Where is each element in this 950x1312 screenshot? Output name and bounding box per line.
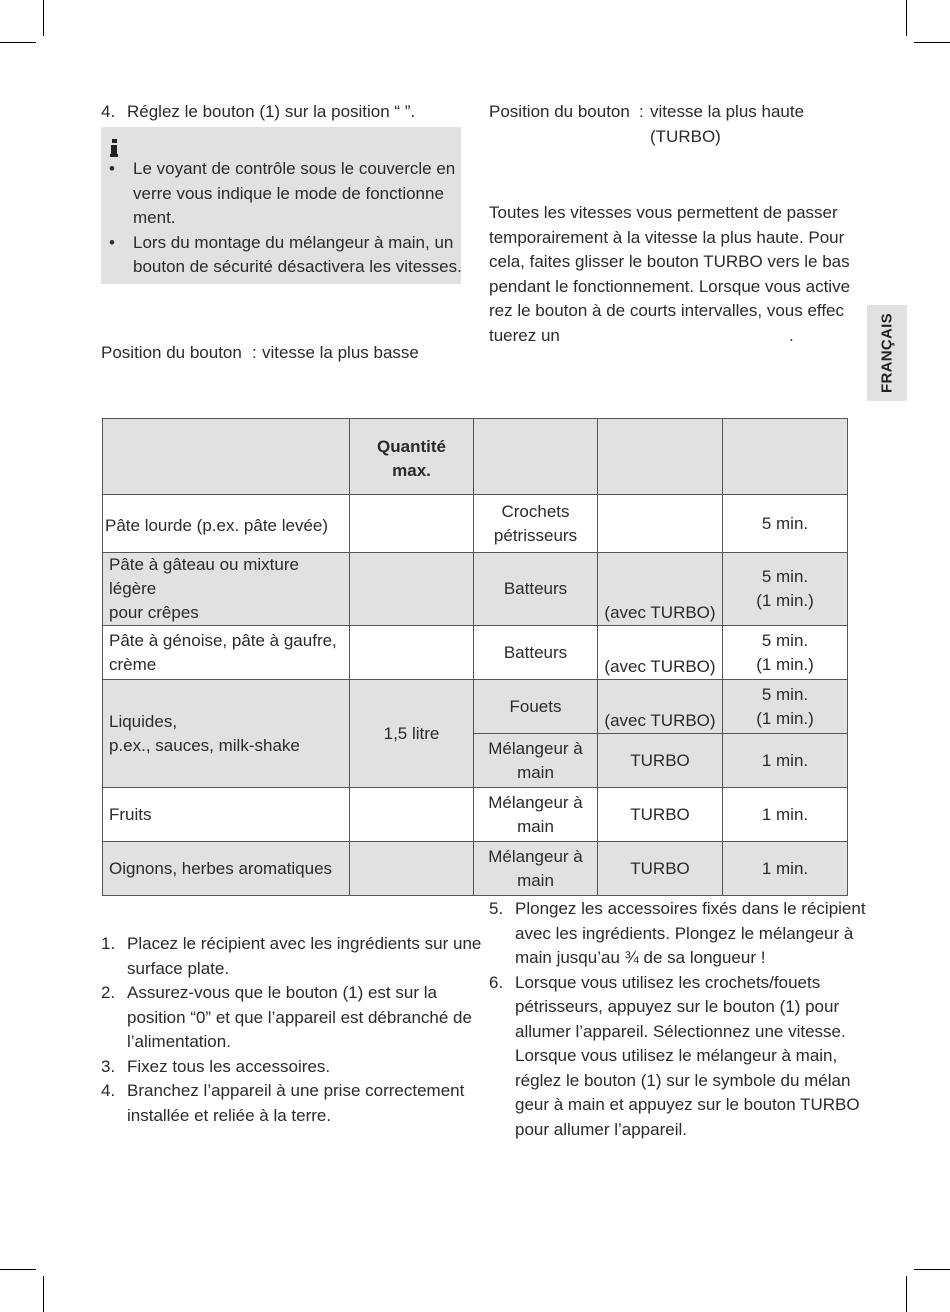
crop-mark [914, 1269, 950, 1270]
header-cell [598, 419, 723, 495]
note-list [101, 157, 461, 280]
crop-mark [43, 0, 44, 36]
steps-left [101, 932, 482, 1128]
list-item: 2. Assurez-vous que le bouton (1) est sur la position “0” et que l’appareil est débranché de l’alimentation. [101, 983, 472, 1051]
position-value: vitesse la plus basse [262, 343, 419, 362]
step-number: 4. [101, 102, 116, 121]
steps-right [489, 897, 866, 1142]
position-high: Position du bouton : vitesse la plus haute (TURBO) [489, 100, 849, 125]
table-row: Liquides, p.ex., sauces, milk-shake 1,5 litre Fouets (avec TURBO) 5 min. (1 min.) [103, 680, 848, 734]
usage-table [102, 418, 848, 896]
table-row: Mélangeur à main TURBO 1 min. [103, 734, 848, 788]
header-cell [723, 419, 848, 495]
list-item: 5. Plongez les accessoires fixés dans le récipient avec les ingrédients. Plongez le mélangeur à main jusqu’au ¾ de sa longueur ! [489, 899, 866, 967]
note-box [101, 127, 461, 284]
table-row: Pâte à gâteau ou mixture légère pour crêpes Batteurs (avec TURBO) 5 min. (1 min.) [103, 553, 848, 626]
table-row: Pâte lourde (p.ex. pâte levée) Crochets pétrisseurs 5 min. [103, 495, 848, 553]
step-4-top [101, 100, 415, 125]
header-cell: Quantité max. [350, 419, 474, 495]
table-row: Pâte à génoise, pâte à gaufre, crème Batteurs (avec TURBO) 5 min. (1 min.) [103, 626, 848, 680]
header-cell [103, 419, 350, 495]
info-icon [110, 139, 118, 157]
position-low: Position du bouton : vitesse la plus basse [101, 341, 242, 366]
table-row: Oignons, herbes aromatiques Mélangeur à main TURBO 1 min. [103, 842, 848, 896]
table-row: Fruits Mélangeur à main TURBO 1 min. [103, 788, 848, 842]
crop-mark [43, 1276, 44, 1312]
crop-mark [0, 1269, 36, 1270]
position-value: (TURBO) [650, 126, 721, 146]
step-text: Réglez le bouton (1) sur la position “ ”. [127, 102, 416, 121]
table-header [103, 419, 848, 495]
crop-mark [906, 1276, 907, 1312]
crop-mark [0, 42, 36, 43]
turbo-paragraph: Toutes les vitesses vous permettent de passer temporairement à la vitesse la plus haute. Pour cela, faites glisser le bouton TURBO vers le bas pendant le fonctionnement. Lorsque vous active rez le bouton à de courts intervalles, vous effec tuerez un . [489, 203, 851, 345]
note-item: • Lors du montage du mélangeur à main, un bouton de sécurité désactivera les vitesses. [109, 232, 462, 276]
list-item: 1. Placez le récipient avec les ingrédients sur une surface plate. [101, 934, 482, 978]
crop-mark [906, 0, 907, 36]
language-label: FRANÇAIS [878, 313, 896, 393]
crop-mark [914, 42, 950, 43]
header-cell [474, 419, 598, 495]
position-value: vitesse la plus haute [650, 102, 805, 121]
language-tab [867, 305, 907, 401]
position-label: Position du bouton [489, 102, 630, 121]
list-item: 6. Lorsque vous utilisez les crochets/fouets pétrisseurs, appuyez sur le bouton (1) pour allumer l’appareil. Sélectionnez une vitesse. Lorsque vous utilisez le mélangeur à main, réglez le bouton (1) sur le symbole du mélan geur à main et appuyez sur le bouton TURBO pour allumer l’appareil. [489, 972, 860, 1139]
position-label: Position du bouton [101, 343, 242, 362]
list-item: 4. Branchez l’appareil à une prise correctement installée et reliée à la terre. [101, 1081, 465, 1125]
list-item: 3. Fixez tous les accessoires. [101, 1056, 331, 1076]
note-item: • Le voyant de contrôle sous le couvercle en verre vous indique le mode de fonctionne ment. [109, 159, 456, 227]
